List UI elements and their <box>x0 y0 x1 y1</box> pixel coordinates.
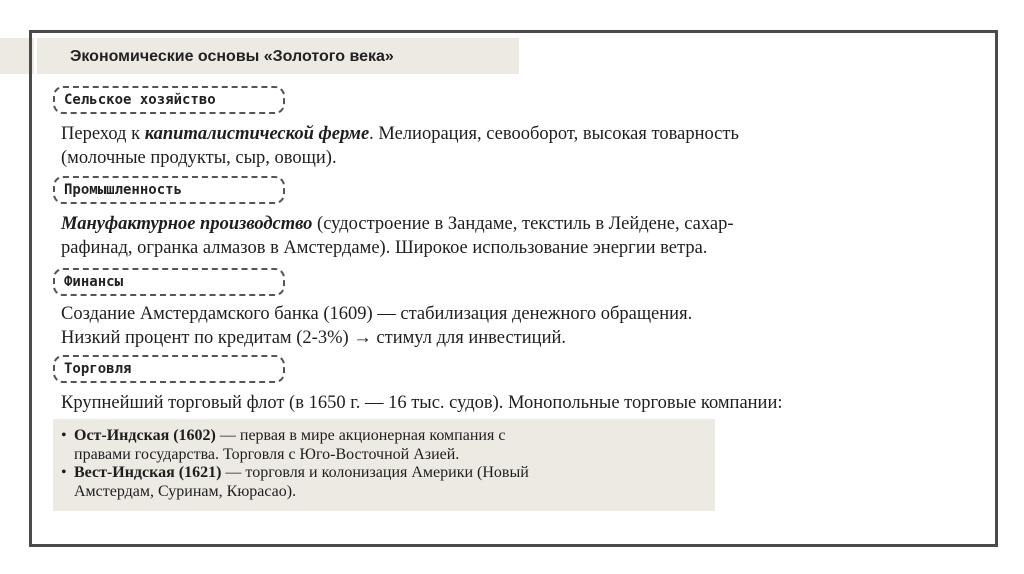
text-line <box>61 212 733 236</box>
company-desc-cont: Амстердам, Суринам, Кюрасао). <box>74 482 297 500</box>
slide-title: Экономические основы «Золотого века» <box>70 48 394 65</box>
text-run: рафинад, огранка алмазов в Амстердаме). Широкое использование энергии ветра. <box>61 238 708 258</box>
section-label-industry: Промышленность <box>53 176 285 204</box>
section-label-agriculture: Сельское хозяйство <box>53 86 285 114</box>
text-line <box>61 326 692 350</box>
text-run: (судостроение в Зандаме, текстиль в Лейдене, сахар- <box>312 214 734 234</box>
section-text-finance <box>61 302 692 350</box>
text-run: Низкий процент по кредитам (2-3%) → стимул для инвестиций. <box>61 328 566 348</box>
text-run: Переход к <box>61 124 145 144</box>
list-item-west-india <box>61 464 715 501</box>
section-label-finance: Финансы <box>53 268 285 296</box>
company-desc: — первая в мире акционерная компания с <box>215 427 506 444</box>
company-name: Вест-Индская (1621) <box>74 464 222 481</box>
company-desc: — торговля и колонизация Америки (Новый <box>221 464 529 481</box>
section-text-agriculture <box>61 122 739 170</box>
section-label-trade: Торговля <box>53 355 285 383</box>
companies-note <box>53 419 715 511</box>
emphasis-text: капиталистической ферме <box>144 124 370 144</box>
list-item-east-india <box>61 427 715 464</box>
bullet-icon: • <box>61 464 67 481</box>
text-run: Крупнейший торговый флот (в 1650 г. — 16 тыс. судов). Монопольные торговые компании: <box>61 393 783 413</box>
text-line <box>61 122 739 146</box>
bullet-icon: • <box>61 427 67 444</box>
text-run: Создание Амстердамского банка (1609) — стабилизация денежного обращения. <box>61 304 693 324</box>
companies-list <box>61 427 715 501</box>
company-name: Ост-Индская (1602) <box>74 427 216 444</box>
section-text-industry <box>61 212 733 260</box>
text-line <box>61 146 739 170</box>
text-line <box>61 302 692 326</box>
text-run: . Мелиорация, севооборот, высокая товарность <box>369 124 739 144</box>
text-run: (молочные продукты, сыр, овощи). <box>61 148 337 168</box>
section-text-trade <box>61 391 783 415</box>
emphasis-text: Мануфактурное производство <box>61 214 313 234</box>
text-line <box>61 391 783 415</box>
company-desc-cont: правами государства. Торговля с Юго-Восточной Азией. <box>74 445 460 463</box>
text-line <box>61 236 733 260</box>
